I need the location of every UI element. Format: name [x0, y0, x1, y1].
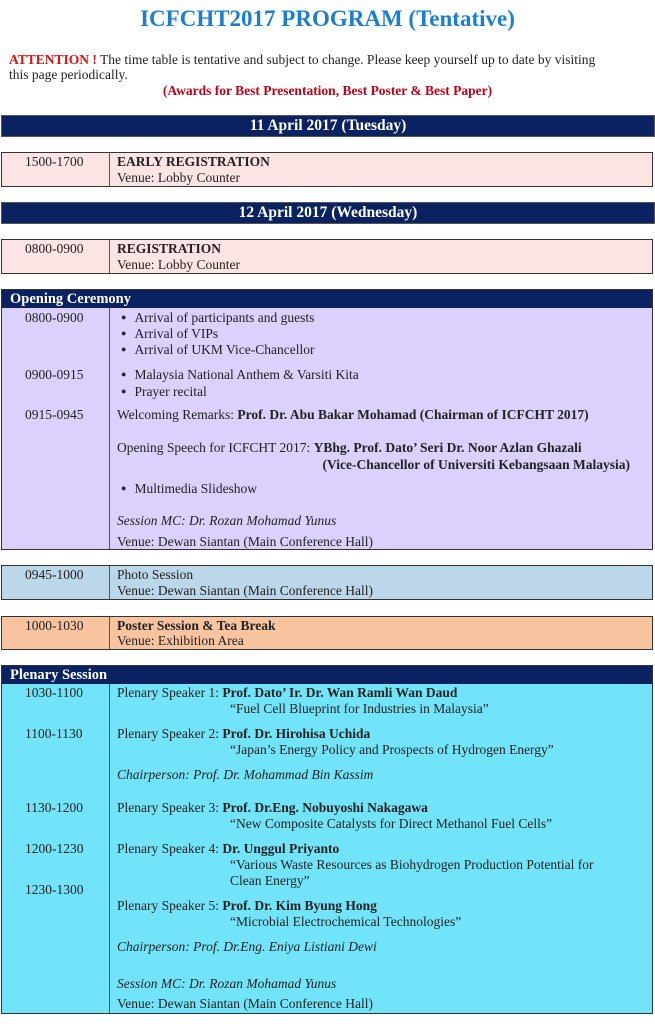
- talk-title-cont: Clean Energy”: [230, 873, 310, 888]
- speaker-name: Prof. Dr. Abu Bakar Mohamad: [237, 407, 417, 422]
- notice-text-2: this page periodically.: [9, 67, 128, 82]
- time: 1000-1030: [25, 618, 84, 633]
- time: 0945-1000: [25, 567, 84, 582]
- attention-label: ATTENTION !: [9, 52, 97, 67]
- list-item: ● Prayer recital: [117, 384, 207, 401]
- time: 0800-0900: [25, 241, 84, 256]
- opening-ceremony-section: [1, 289, 653, 550]
- event: REGISTRATION: [117, 241, 222, 256]
- time: 1200-1230: [25, 841, 84, 856]
- speaker-name: YBhg. Prof. Dato’ Seri Dr. Noor Azlan Ghazali: [313, 440, 582, 455]
- session-mc: Session MC: Dr. Rozan Mohamad Yunus: [117, 976, 337, 991]
- day-header-12-april: 12 April 2017 (Wednesday): [1, 202, 655, 224]
- venue: Venue: Dewan Siantan (Main Conference Hall): [117, 583, 374, 598]
- speaker-role: (Vice-Chancellor of Universiti Kebangsaan Malaysia): [322, 457, 630, 472]
- poster-session-row: [1, 616, 653, 650]
- notice-text: The time table is tentative and subject to change. Please keep yourself up to date by visiting: [96, 52, 596, 67]
- plenary-speaker-4: [117, 841, 339, 857]
- speaker-name: Prof. Dr.Eng. Nobuyoshi Nakagawa: [222, 800, 428, 815]
- plenary-speaker-1: [117, 685, 457, 701]
- label: Opening Speech for ICFCHT 2017:: [117, 440, 314, 455]
- time: 1100-1130: [25, 726, 83, 741]
- awards-note: (Awards for Best Presentation, Best Poster & Best Paper): [162, 83, 493, 98]
- chairperson: Chairperson: Prof. Dr.Eng. Eniya Listiani Dewi: [117, 939, 377, 954]
- page-title: ICFCHT2017 PROGRAM (Tentative): [140, 6, 515, 31]
- list-item: ● Arrival of participants and guests: [117, 310, 314, 327]
- talk-title: “Various Waste Resources as Biohydrogen Production Potential for: [230, 857, 594, 872]
- chairperson: Chairperson: Prof. Dr. Mohammad Bin Kassim: [117, 767, 374, 782]
- label: Plenary Speaker 5:: [117, 898, 223, 913]
- plenary-session-section: [1, 665, 653, 1014]
- speaker-name: Prof. Dato’ Ir. Dr. Wan Ramli Wan Daud: [222, 685, 458, 700]
- photo-session-row: [1, 565, 653, 600]
- venue: Venue: Lobby Counter: [117, 170, 240, 185]
- event: Photo Session: [117, 567, 194, 582]
- plenary-speaker-2: [117, 726, 370, 742]
- speaker-name: Dr. Unggul Priyanto: [222, 841, 340, 856]
- label: Plenary Speaker 3:: [117, 800, 223, 815]
- list-item: ● Arrival of UKM Vice-Chancellor: [117, 342, 314, 359]
- talk-title: “New Composite Catalysts for Direct Methanol Fuel Cells”: [230, 816, 553, 831]
- talk-title: “Japan’s Energy Policy and Prospects of Hydrogen Energy”: [230, 742, 554, 757]
- session-mc: Session MC: Dr. Rozan Mohamad Yunus: [117, 513, 337, 528]
- early-registration-row: [1, 152, 653, 187]
- venue: Venue: Dewan Siantan (Main Conference Hall): [117, 996, 374, 1011]
- section-header: Plenary Session: [2, 666, 652, 684]
- talk-title: “Fuel Cell Blueprint for Industries in Malaysia”: [230, 701, 489, 716]
- list-item: ● Malaysia National Anthem & Varsiti Kita: [117, 367, 359, 384]
- speaker-name: Prof. Dr. Hirohisa Uchida: [222, 726, 371, 741]
- time: 0900-0915: [25, 367, 84, 382]
- venue: Venue: Lobby Counter: [117, 257, 240, 272]
- registration-row: [1, 239, 653, 274]
- venue: Venue: Exhibition Area: [117, 633, 244, 648]
- time: 0915-0945: [25, 407, 84, 422]
- plenary-speaker-5: [117, 898, 377, 914]
- label: Plenary Speaker 2:: [117, 726, 223, 741]
- time: 1130-1200: [25, 800, 83, 815]
- venue: Venue: Dewan Siantan (Main Conference Hall): [117, 534, 374, 549]
- label: Plenary Speaker 1:: [117, 685, 223, 700]
- event: EARLY REGISTRATION: [117, 154, 270, 169]
- label: Welcoming Remarks:: [117, 407, 238, 422]
- talk-title: “Microbial Electrochemical Technologies”: [230, 914, 462, 929]
- speaker-role: (Chairman of ICFCHT 2017): [419, 407, 589, 422]
- time: 0800-0900: [25, 310, 84, 325]
- label: Plenary Speaker 4:: [117, 841, 223, 856]
- list-item: ● Arrival of VIPs: [117, 326, 218, 343]
- time: 1230-1300: [25, 882, 84, 897]
- speaker-name: Prof. Dr. Kim Byung Hong: [222, 898, 377, 913]
- time: 1030-1100: [25, 685, 83, 700]
- day-header-11-april: 11 April 2017 (Tuesday): [1, 115, 655, 137]
- list-item: ● Multimedia Slideshow: [117, 481, 257, 498]
- welcoming-remarks: [117, 407, 589, 423]
- time: 1500-1700: [25, 154, 84, 169]
- event: Poster Session & Tea Break: [117, 618, 276, 633]
- section-header: Opening Ceremony: [2, 290, 652, 308]
- opening-speech: [117, 440, 582, 456]
- attention-notice: [9, 52, 595, 68]
- plenary-speaker-3: [117, 800, 428, 816]
